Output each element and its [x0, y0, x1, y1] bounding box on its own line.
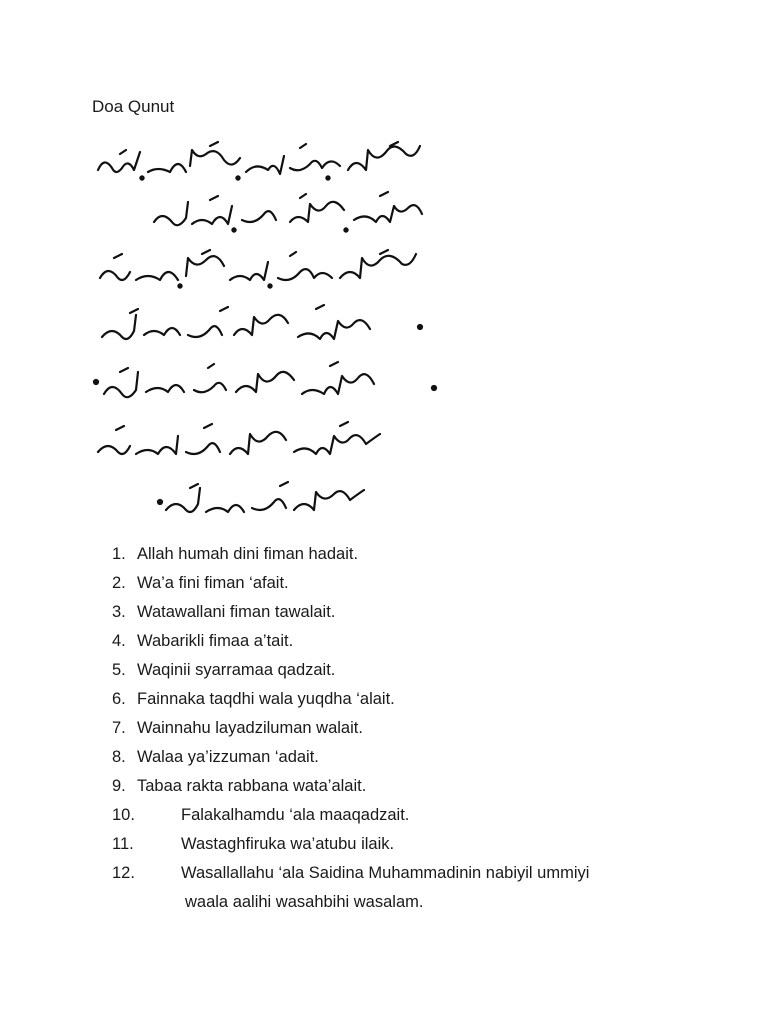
- list-item-continuation: waala aalihi wasahbihi wasalam.: [185, 893, 424, 911]
- list-item-text: Watawallani fiman tawalait.: [137, 603, 336, 621]
- list-item: 1. Allah humah dini fiman hadait.: [112, 540, 589, 569]
- list-item-text: Wastaghfiruka wa’atubu ilaik.: [181, 835, 395, 853]
- list-item: 9. Tabaa rakta rabbana wata’alait.: [112, 772, 589, 801]
- list-item-text: Wasallallahu ‘ala Saidina Muhammadinin nabiyil ummiyi: [181, 864, 590, 882]
- list-item: 3. Watawallani fiman tawalait.: [112, 598, 589, 627]
- list-item-text: Waqinii syarramaa qadzait.: [137, 661, 336, 679]
- list-item: 7. Wainnahu layadziluman walait.: [112, 714, 589, 743]
- arabic-calligraphy-icon: [90, 138, 442, 528]
- list-item: 4. Wabarikli fimaa a’tait.: [112, 627, 589, 656]
- list-item-text: Wa’a fini fiman ‘afait.: [137, 574, 289, 592]
- list-item-text: Wainnahu layadziluman walait.: [137, 719, 363, 737]
- list-item: 12. Wasallallahu ‘ala Saidina Muhammadinin nabiyil ummiyi: [112, 859, 589, 888]
- list-item: 6. Fainnaka taqdhi wala yuqdha ‘alait.: [112, 685, 589, 714]
- page-title: Doa Qunut: [92, 97, 175, 116]
- arabic-calligraphy-image: [90, 138, 442, 528]
- list-item-text: Allah humah dini fiman hadait.: [137, 545, 359, 563]
- list-item-text: Fainnaka taqdhi wala yuqdha ‘alait.: [137, 690, 395, 708]
- list-item-text: Tabaa rakta rabbana wata’alait.: [137, 777, 367, 795]
- list-item-text: Walaa ya’izzuman ‘adait.: [137, 748, 319, 766]
- list-item: 11. Wastaghfiruka wa’atubu ilaik.: [112, 830, 589, 859]
- list-item: 8. Walaa ya’izzuman ‘adait.: [112, 743, 589, 772]
- list-item: 5. Waqinii syarramaa qadzait.: [112, 656, 589, 685]
- list-item-text: Wabarikli fimaa a’tait.: [137, 632, 294, 650]
- list-item: 2. Wa’a fini fiman ‘afait.: [112, 569, 589, 598]
- list-item-text: Falakalhamdu ‘ala maaqadzait.: [181, 806, 410, 824]
- list-item: 10. Falakalhamdu ‘ala maaqadzait.: [112, 801, 589, 830]
- transliteration-list: [112, 540, 589, 917]
